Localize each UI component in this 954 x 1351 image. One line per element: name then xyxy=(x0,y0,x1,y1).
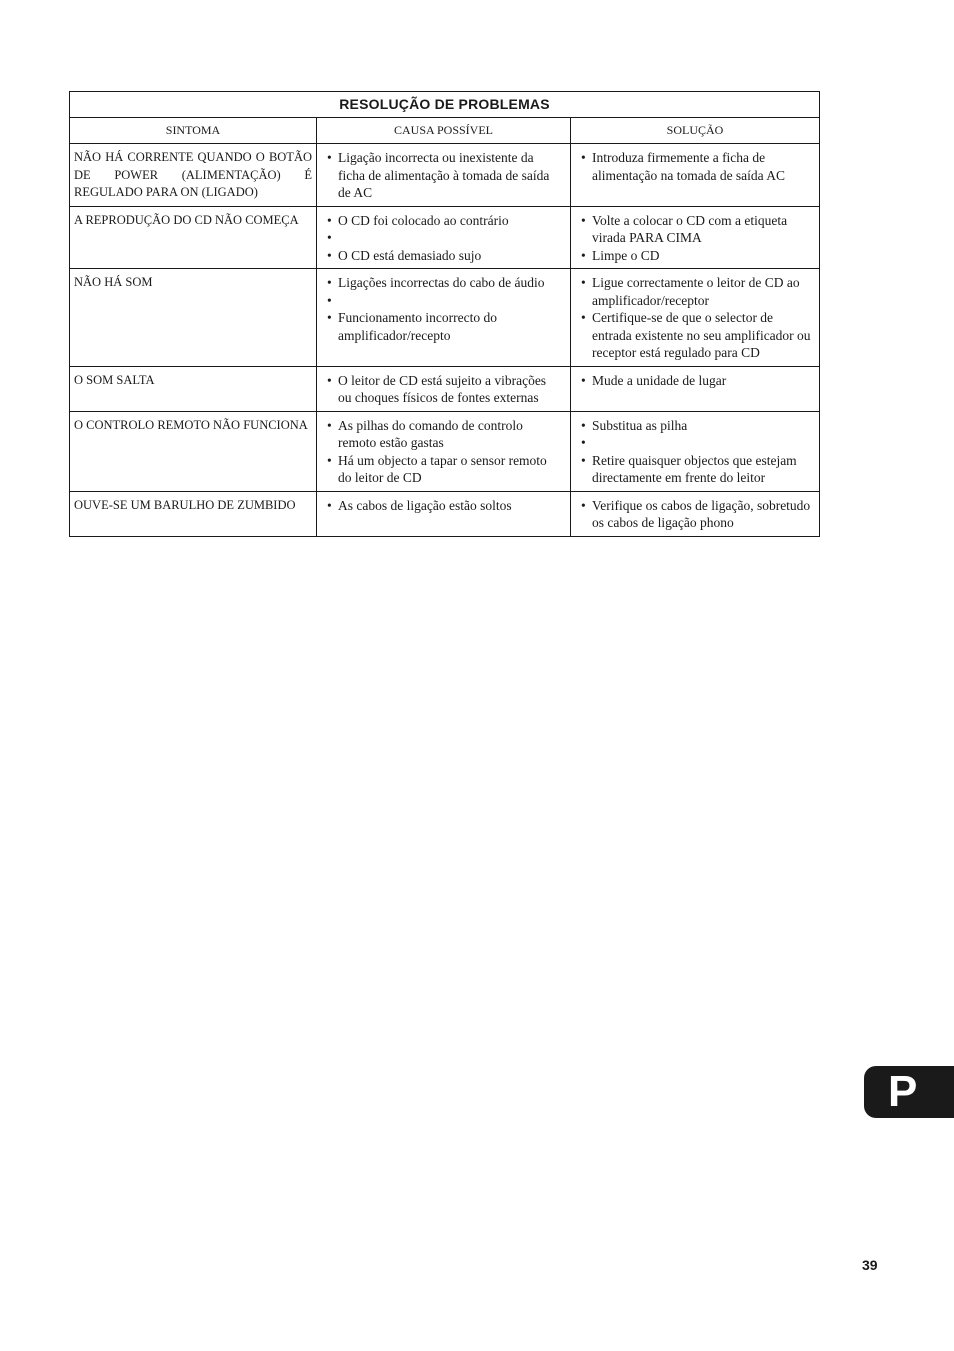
cause-item: • O CD está demasiado sujo xyxy=(327,247,562,265)
cause-item: • Ligação incorrecta ou inexistente da ficha de alimentação à tomada de saída de AC xyxy=(327,149,562,202)
symptom-text: OUVE-SE UM BARULHO DE ZUMBIDO xyxy=(74,497,296,512)
cause-item: • Ligações incorrectas do cabo de áudio xyxy=(327,274,562,292)
solution-item: • Ligue correctamente o leitor de CD ao amplificador/receptor xyxy=(581,274,811,309)
cause-cell xyxy=(317,411,571,491)
table-row xyxy=(70,491,820,536)
cause-cell xyxy=(317,144,571,207)
spacer xyxy=(581,434,811,452)
symptom-cell xyxy=(70,206,317,269)
page-number: 39 xyxy=(862,1257,878,1273)
table-row xyxy=(70,144,820,207)
solution-cell xyxy=(571,411,820,491)
solution-item: • Limpe o CD xyxy=(581,247,811,265)
solution-item: • Mude a unidade de lugar xyxy=(581,372,811,390)
cause-cell xyxy=(317,269,571,367)
spacer xyxy=(327,229,562,247)
symptom-text: A REPRODUÇÃO DO CD NÃO COMEÇA xyxy=(74,212,299,227)
solution-cell xyxy=(571,206,820,269)
solution-cell xyxy=(571,269,820,367)
symptom-text: NÃO HÁ SOM xyxy=(74,275,153,289)
solution-item: • Verifique os cabos de ligação, sobretudo os cabos de ligação phono xyxy=(581,497,811,532)
language-tab xyxy=(864,1066,954,1118)
header-solution: SOLUÇÃO xyxy=(571,118,820,144)
symptom-cell xyxy=(70,144,317,207)
spacer xyxy=(327,292,562,310)
cause-item: • O leitor de CD está sujeito a vibrações ou choques físicos de fontes externas xyxy=(327,372,562,407)
solution-cell xyxy=(571,491,820,536)
solution-cell xyxy=(571,366,820,411)
solution-item: • Certifique-se de que o selector de entrada existente no seu amplificador ou receptor está regulado para CD xyxy=(581,309,811,362)
cause-cell xyxy=(317,206,571,269)
solution-item: • Substitua as pilha xyxy=(581,417,811,435)
language-tab-letter: P xyxy=(888,1067,918,1116)
cause-cell xyxy=(317,366,571,411)
symptom-cell xyxy=(70,491,317,536)
table-title: RESOLUÇÃO DE PROBLEMAS xyxy=(70,92,820,118)
table-row xyxy=(70,269,820,367)
solution-item: • Introduza firmemente a ficha de alimentação na tomada de saída AC xyxy=(581,149,811,184)
symptom-text: NÃO HÁ CORRENTE QUANDO O BOTÃO DE POWER (ALIMENTAÇÃO) É REGULADO PARA ON (LIGADO) xyxy=(74,150,312,199)
table-row xyxy=(70,206,820,269)
cause-item: • As pilhas do comando de controlo remoto estão gastas xyxy=(327,417,562,452)
symptom-cell xyxy=(70,411,317,491)
table-row xyxy=(70,411,820,491)
cause-item: • Funcionamento incorrecto do amplificador/recepto xyxy=(327,309,562,344)
symptom-cell xyxy=(70,366,317,411)
header-symptom: SINTOMA xyxy=(70,118,317,144)
troubleshooting-table xyxy=(69,91,820,537)
cause-item: • O CD foi colocado ao contrário xyxy=(327,212,562,230)
solution-item: • Retire quaisquer objectos que estejam directamente em frente do leitor xyxy=(581,452,811,487)
solution-item: • Volte a colocar o CD com a etiqueta virada PARA CIMA xyxy=(581,212,811,247)
table-row xyxy=(70,366,820,411)
symptom-cell xyxy=(70,269,317,367)
cause-cell xyxy=(317,491,571,536)
symptom-text: O CONTROLO REMOTO NÃO FUNCIONA xyxy=(74,417,308,432)
header-cause: CAUSA POSSÍVEL xyxy=(317,118,571,144)
symptom-text: O SOM SALTA xyxy=(74,372,155,387)
cause-item: • As cabos de ligação estão soltos xyxy=(327,497,562,515)
solution-cell xyxy=(571,144,820,207)
cause-item: • Há um objecto a tapar o sensor remoto do leitor de CD xyxy=(327,452,562,487)
